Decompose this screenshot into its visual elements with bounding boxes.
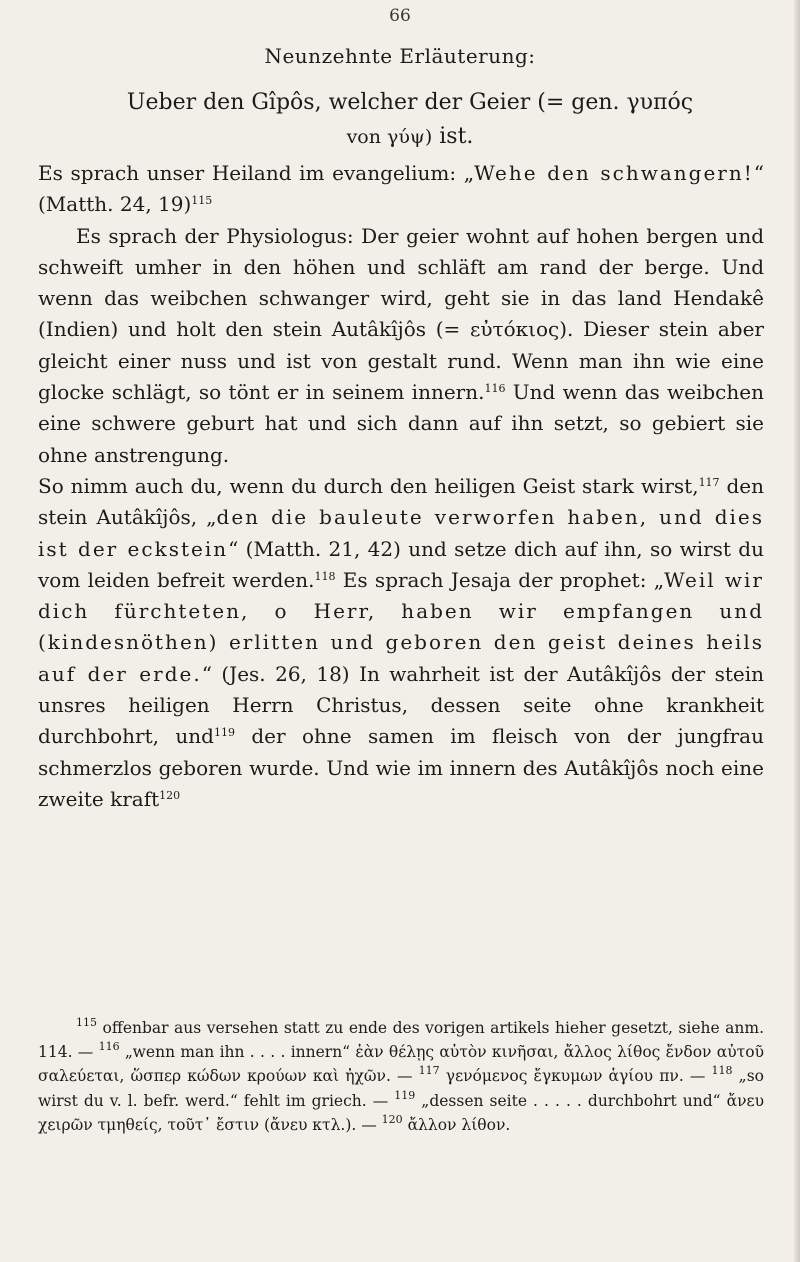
footnote-number: 120	[381, 1112, 403, 1126]
footnote-ref: 115	[191, 194, 213, 208]
page-number: 66	[389, 6, 411, 26]
body-text	[38, 158, 764, 815]
text-span: der ohne samen im fleisch von der jungfrau schmerzlos geboren wurde. Und wie im innern des Autâkîjôs noch eine zweite kraft	[38, 724, 764, 811]
footnote-text: ἄλλον λίθον.	[402, 1115, 511, 1134]
footnote-ref: 118	[314, 569, 336, 583]
text-span: “ (Matth. 24, 19)	[38, 161, 764, 217]
text-span: Es sprach der Physiologus: Der geier wohnt auf hohen bergen und schweift umher in den höhen und schläft am rand der berge. Und wenn das weibchen schwanger wird, geht sie in das land Hendakê (Indien) und holt den stein Autâkîjôs (= εὐτόκιος). Dieser stein aber gleicht einer nuss und ist von gestalt rund. Wenn man ihn wie eine glocke schlägt, so tönt er in seinem innern.	[38, 223, 764, 405]
footnote-number: 118	[711, 1064, 733, 1078]
section-heading: Neunzehnte Erläuterung:	[264, 44, 536, 68]
paragraph-2	[38, 221, 764, 471]
footnote-ref: 120	[159, 788, 181, 802]
page-edge	[794, 0, 800, 1262]
footnote-number: 119	[394, 1088, 416, 1102]
spaced-quote: Wehe den schwangern!	[474, 161, 754, 185]
footnote-text: „dessen seite . . . . . durchbohrt und“ ἄνευ χειρῶν τμηθείς, τοῦτ᾽ ἔστιν (ἄνευ κτλ.). —	[38, 1091, 764, 1134]
text-span: Es sprach unser Heiland im evangelium: „	[38, 161, 475, 185]
footnote-block	[38, 1016, 764, 1137]
title-line-2a: von γύψ)	[346, 126, 433, 148]
footnote-number: 117	[418, 1064, 440, 1078]
text-span: den stein Autâkîjôs, „	[38, 473, 764, 530]
text-span: Und wenn das weibchen eine schwere geburt hat und sich dann auf ihn setzt, so gebiert sie ohne anstrengung.	[38, 380, 764, 467]
paragraph-1	[38, 158, 764, 221]
footnote-text: „wenn man ihn . . . . innern“ ἐὰν θέλῃς αὐτὸν κινῆσαι, ἄλλος λίθος ἔνδον αὐτοῦ σαλεύεται, ὥσπερ κώδων κρούων καὶ ἠχῶν. —	[38, 1043, 764, 1086]
title-line-2b: ist.	[432, 124, 474, 149]
text-span: “ (Jes. 26, 18) In wahrheit ist der Autâkîjôs der stein unsres heiligen Herrn Christus, dessen seite ohne krankheit durchbohrt, und	[38, 661, 764, 749]
text-span: So nimm auch du, wenn du durch den heiligen Geist stark wirst,	[38, 473, 699, 498]
footnote-ref: 117	[698, 475, 720, 489]
text-span: “ (Matth. 21, 42) und setze dich auf ihn, so wirst du vom leiden befreit werden.	[38, 536, 764, 592]
footnote-text: offenbar aus versehen statt zu ende des vorigen artikels hieher gesetzt, siehe anm. 114. —	[38, 1019, 764, 1062]
footnote-text: γενόμενος ἔγκυμων ἁγίου πν. —	[439, 1067, 712, 1086]
text-span: Es sprach Jesaja der prophet: „	[335, 567, 665, 592]
spaced-quote: Weil wir dich fürchteten, o Herr, haben wir empfangen und (kindesnöthen) erlitten und geboren den geist deines heils auf der erde.	[38, 567, 764, 686]
footnotes	[38, 1016, 764, 1137]
section-title	[60, 86, 760, 154]
footnote-number: 115	[76, 1016, 97, 1029]
footnote-ref: 116	[484, 382, 506, 396]
title-line-1: Ueber den Gîpôs, welcher der Geier (= gen. γυπός	[126, 90, 694, 115]
spaced-quote: den die bauleute verworfen haben, und dies ist der eckstein	[38, 505, 765, 561]
paragraph-3	[38, 471, 764, 815]
footnote-text: „so wirst du v. l. befr. werd.“ fehlt im griech. —	[38, 1067, 764, 1110]
footnote-number: 116	[98, 1040, 120, 1054]
footnote-ref: 119	[213, 726, 235, 740]
